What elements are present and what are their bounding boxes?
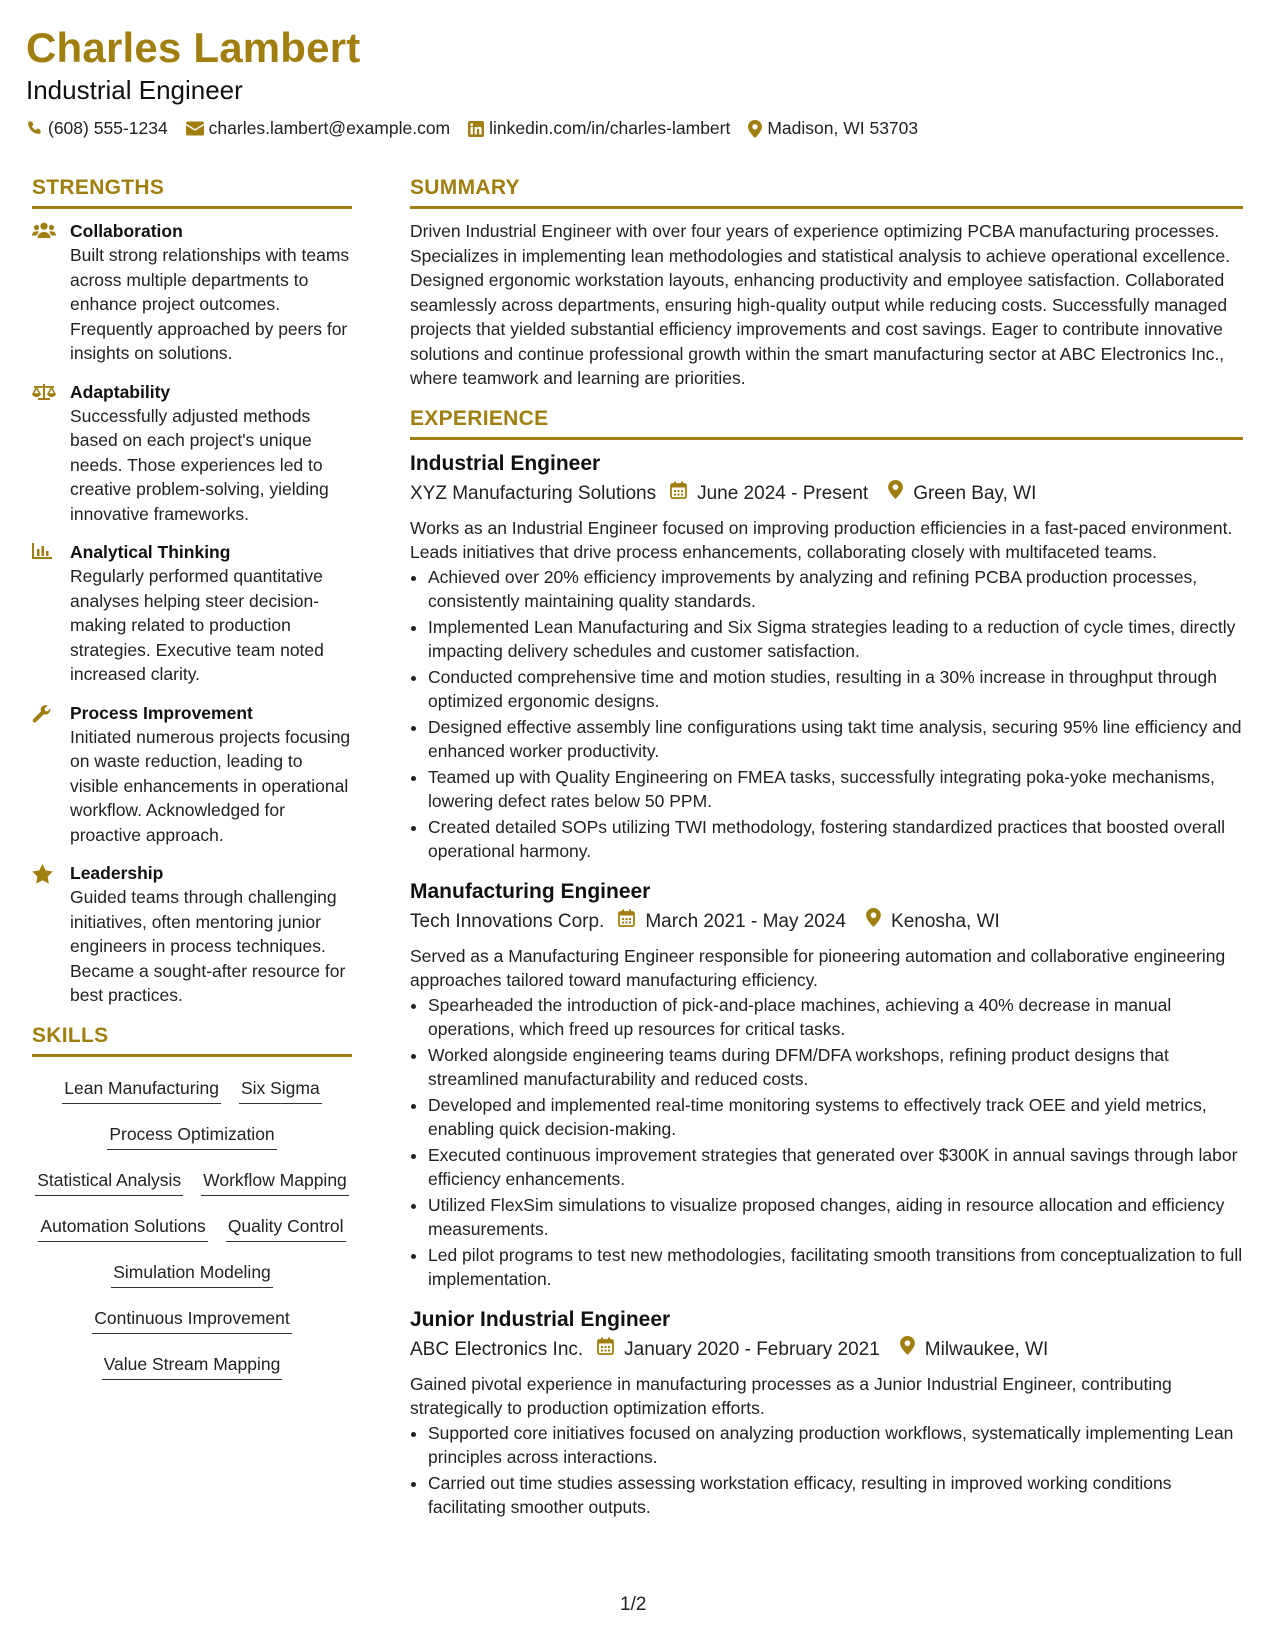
left-column — [32, 176, 352, 1393]
bar-chart-icon — [32, 540, 70, 687]
skill-tag: Automation Solutions — [38, 1209, 207, 1242]
job-bullet: • Achieved over 20% efficiency improvements by analyzing and refining PCBA production processes, consistently maintaining quality standards. — [428, 565, 1243, 614]
contact-bar — [26, 118, 918, 139]
job-title: Junior Industrial Engineer — [410, 1307, 671, 1331]
job-company: Tech Innovations Corp. — [410, 910, 605, 932]
strengths-heading: STRENGTHS — [32, 176, 352, 209]
job-bullet: • Designed effective assembly line configurations using takt time analysis, securing 95% line efficiency and enhanced worker productivity. — [428, 715, 1243, 764]
job-bullet: • Worked alongside engineering teams during DFM/DFA workshops, refining product designs that streamlined manufacturability and reduced costs. — [428, 1043, 1243, 1092]
header — [26, 22, 918, 139]
phone-icon — [26, 120, 43, 137]
strength-title: Process Improvement — [70, 702, 253, 723]
job-bullet: • Spearheaded the introduction of pick-and-place machines, achieving a 40% decrease in manual operations, which freed up resources for critical tasks. — [428, 993, 1243, 1042]
job-bullet: • Carried out time studies assessing workstation efficacy, resulting in improved working conditions facilitating smoother outputs. — [428, 1471, 1243, 1520]
strength-desc: Guided teams through challenging initiatives, often mentoring junior engineers in process techniques. Became a sought-after resource for best practices. — [70, 887, 346, 1005]
phone-text: (608) 555-1234 — [48, 118, 168, 138]
strength-item — [32, 540, 352, 687]
job-bullet: • Teamed up with Quality Engineering on FMEA tasks, successfully integrating poka-yoke mechanisms, lowering defect rates below 50 PPM. — [428, 765, 1243, 814]
job-meta — [410, 480, 1243, 508]
strength-desc: Regularly performed quantitative analyses helping steer decision-making related to production strategies. Executive team noted increased clarity. — [70, 566, 324, 684]
job-desc: Gained pivotal experience in manufacturing processes as a Junior Industrial Engineer, contributing strategically to production optimization efforts. — [410, 1373, 1172, 1418]
email-text[interactable]: charles.lambert@example.com — [208, 118, 451, 138]
strength-title: Analytical Thinking — [70, 542, 231, 562]
linkedin-text[interactable]: linkedin.com/in/charles-lambert — [489, 118, 731, 138]
strength-desc: Built strong relationships with teams across multiple departments to enhance project outcomes. Frequently approached by peers for insights on solutions. — [70, 245, 350, 363]
job-bullets — [410, 565, 1243, 864]
skill-tag: Workflow Mapping — [201, 1163, 349, 1196]
job-bullets — [410, 1421, 1243, 1520]
experience-heading: EXPERIENCE — [410, 407, 1243, 440]
skill-tag: Statistical Analysis — [35, 1163, 183, 1196]
job-location: Green Bay, WI — [913, 482, 1037, 504]
summary-heading: SUMMARY — [410, 176, 1243, 209]
strength-item — [32, 380, 352, 527]
star-icon — [32, 861, 70, 1008]
strength-title: Leadership — [70, 863, 164, 883]
skill-tag: Quality Control — [226, 1209, 346, 1242]
linkedin-icon — [468, 121, 484, 137]
strength-title: Adaptability — [70, 381, 171, 402]
job-dates: January 2020 - February 2021 — [624, 1338, 880, 1360]
contact-location — [748, 118, 918, 139]
job-bullet: • Developed and implemented real-time monitoring systems to effectively track OEE and yield metrics, enabling quick decision-making. — [428, 1093, 1243, 1142]
job-location: Milwaukee, WI — [924, 1338, 1049, 1360]
map-pin-icon — [866, 908, 881, 936]
job-dates: March 2021 - May 2024 — [645, 910, 847, 932]
contact-email[interactable] — [186, 118, 450, 139]
skill-tag: Lean Manufacturing — [62, 1071, 221, 1104]
job-entry — [410, 878, 1243, 1292]
strength-desc: Successfully adjusted methods based on each project's unique needs. Those experiences led to creative problem-solving, yielding innovative frameworks. — [70, 405, 329, 524]
strength-desc: Initiated numerous projects focusing on waste reduction, leading to visible enhancements in operational workflow. Acknowledged for proactive approach. — [70, 726, 351, 845]
job-bullet: • Implemented Lean Manufacturing and Six Sigma strategies leading to a reduction of cycle times, directly impacting delivery schedules and customer satisfaction. — [428, 615, 1243, 664]
strength-title: Collaboration — [70, 221, 183, 241]
job-meta — [410, 908, 1243, 936]
calendar-icon — [670, 480, 687, 508]
page-indicator: 1/2 — [620, 1594, 647, 1615]
calendar-icon — [618, 908, 635, 936]
map-pin-icon — [748, 120, 762, 138]
map-pin-icon — [888, 480, 903, 508]
strength-item — [32, 219, 352, 366]
summary-text: Driven Industrial Engineer with over four years of experience optimizing PCBA manufacturing processes. Specializes in implementing lean methodologies and statistical analysis to achieve operational excellence. Designed ergonomic workstation layouts, enhancing productivity and employee satisfaction. Collaborated seamlessly across departments, ensuring high-quality output while reducing costs. Successfully managed projects that yielded substantial efficiency improvements and cost savings. Eager to contribute innovative solutions and continue professional growth within the smart manufacturing sector at ABC Electronics Inc., where teamwork and learning are priorities. — [410, 221, 1231, 388]
skill-tag: Simulation Modeling — [111, 1255, 273, 1288]
job-bullet: • Supported core initiatives focused on analyzing production workflows, systematically implementing Lean principles across interactions. — [428, 1421, 1243, 1470]
job-bullet: • Utilized FlexSim simulations to visualize proposed changes, aiding in resource allocation and efficiency measurements. — [428, 1193, 1243, 1242]
calendar-icon — [597, 1336, 614, 1364]
job-title: Manufacturing Engineer — [410, 879, 651, 903]
location-text: Madison, WI 53703 — [767, 118, 919, 138]
skill-tag: Continuous Improvement — [92, 1301, 292, 1334]
job-location: Kenosha, WI — [891, 910, 1000, 932]
job-meta — [410, 1336, 1243, 1364]
map-pin-icon — [900, 1336, 915, 1364]
users-icon — [32, 219, 70, 366]
job-title: Industrial Engineer — [410, 451, 601, 475]
skill-tag: Process Optimization — [107, 1117, 276, 1150]
candidate-name: Charles Lambert — [26, 24, 361, 71]
skills-heading: SKILLS — [32, 1024, 352, 1057]
skill-tag: Value Stream Mapping — [102, 1347, 283, 1380]
job-bullets — [410, 993, 1243, 1292]
job-company: XYZ Manufacturing Solutions — [410, 482, 657, 504]
job-bullet: • Created detailed SOPs utilizing TWI methodology, fostering standardized practices that boosted overall operational harmony. — [428, 815, 1243, 864]
wrench-icon — [32, 701, 70, 848]
job-desc: Works as an Industrial Engineer focused on improving production efficiencies in a fast-paced environment. Leads initiatives that drive process enhancements, collaborating closely with multifaceted teams. — [410, 517, 1233, 562]
skills-list — [32, 1067, 352, 1393]
strength-item — [32, 861, 352, 1008]
scale-icon — [32, 380, 70, 527]
job-bullet: • Conducted comprehensive time and motion studies, resulting in a 30% increase in throughput through optimized ergonomic designs. — [428, 665, 1243, 714]
job-entry — [410, 1306, 1243, 1520]
strength-item — [32, 701, 352, 848]
candidate-role: Industrial Engineer — [26, 75, 243, 105]
job-bullet: • Executed continuous improvement strategies that generated over $300K in annual savings through labor efficiency enhancements. — [428, 1143, 1243, 1192]
job-entry — [410, 450, 1243, 864]
job-bullet: • Led pilot programs to test new methodologies, facilitating smooth transitions from conceptualization to full implementation. — [428, 1243, 1243, 1292]
contact-linkedin[interactable] — [468, 118, 730, 139]
contact-phone — [26, 118, 168, 139]
job-desc: Served as a Manufacturing Engineer responsible for pioneering automation and collaborative engineering approaches tailored toward manufacturing efficiency. — [410, 945, 1226, 990]
envelope-icon — [186, 121, 204, 136]
right-column — [410, 176, 1243, 1534]
job-dates: June 2024 - Present — [697, 482, 869, 504]
skill-tag: Six Sigma — [239, 1071, 322, 1104]
job-company: ABC Electronics Inc. — [410, 1338, 584, 1360]
